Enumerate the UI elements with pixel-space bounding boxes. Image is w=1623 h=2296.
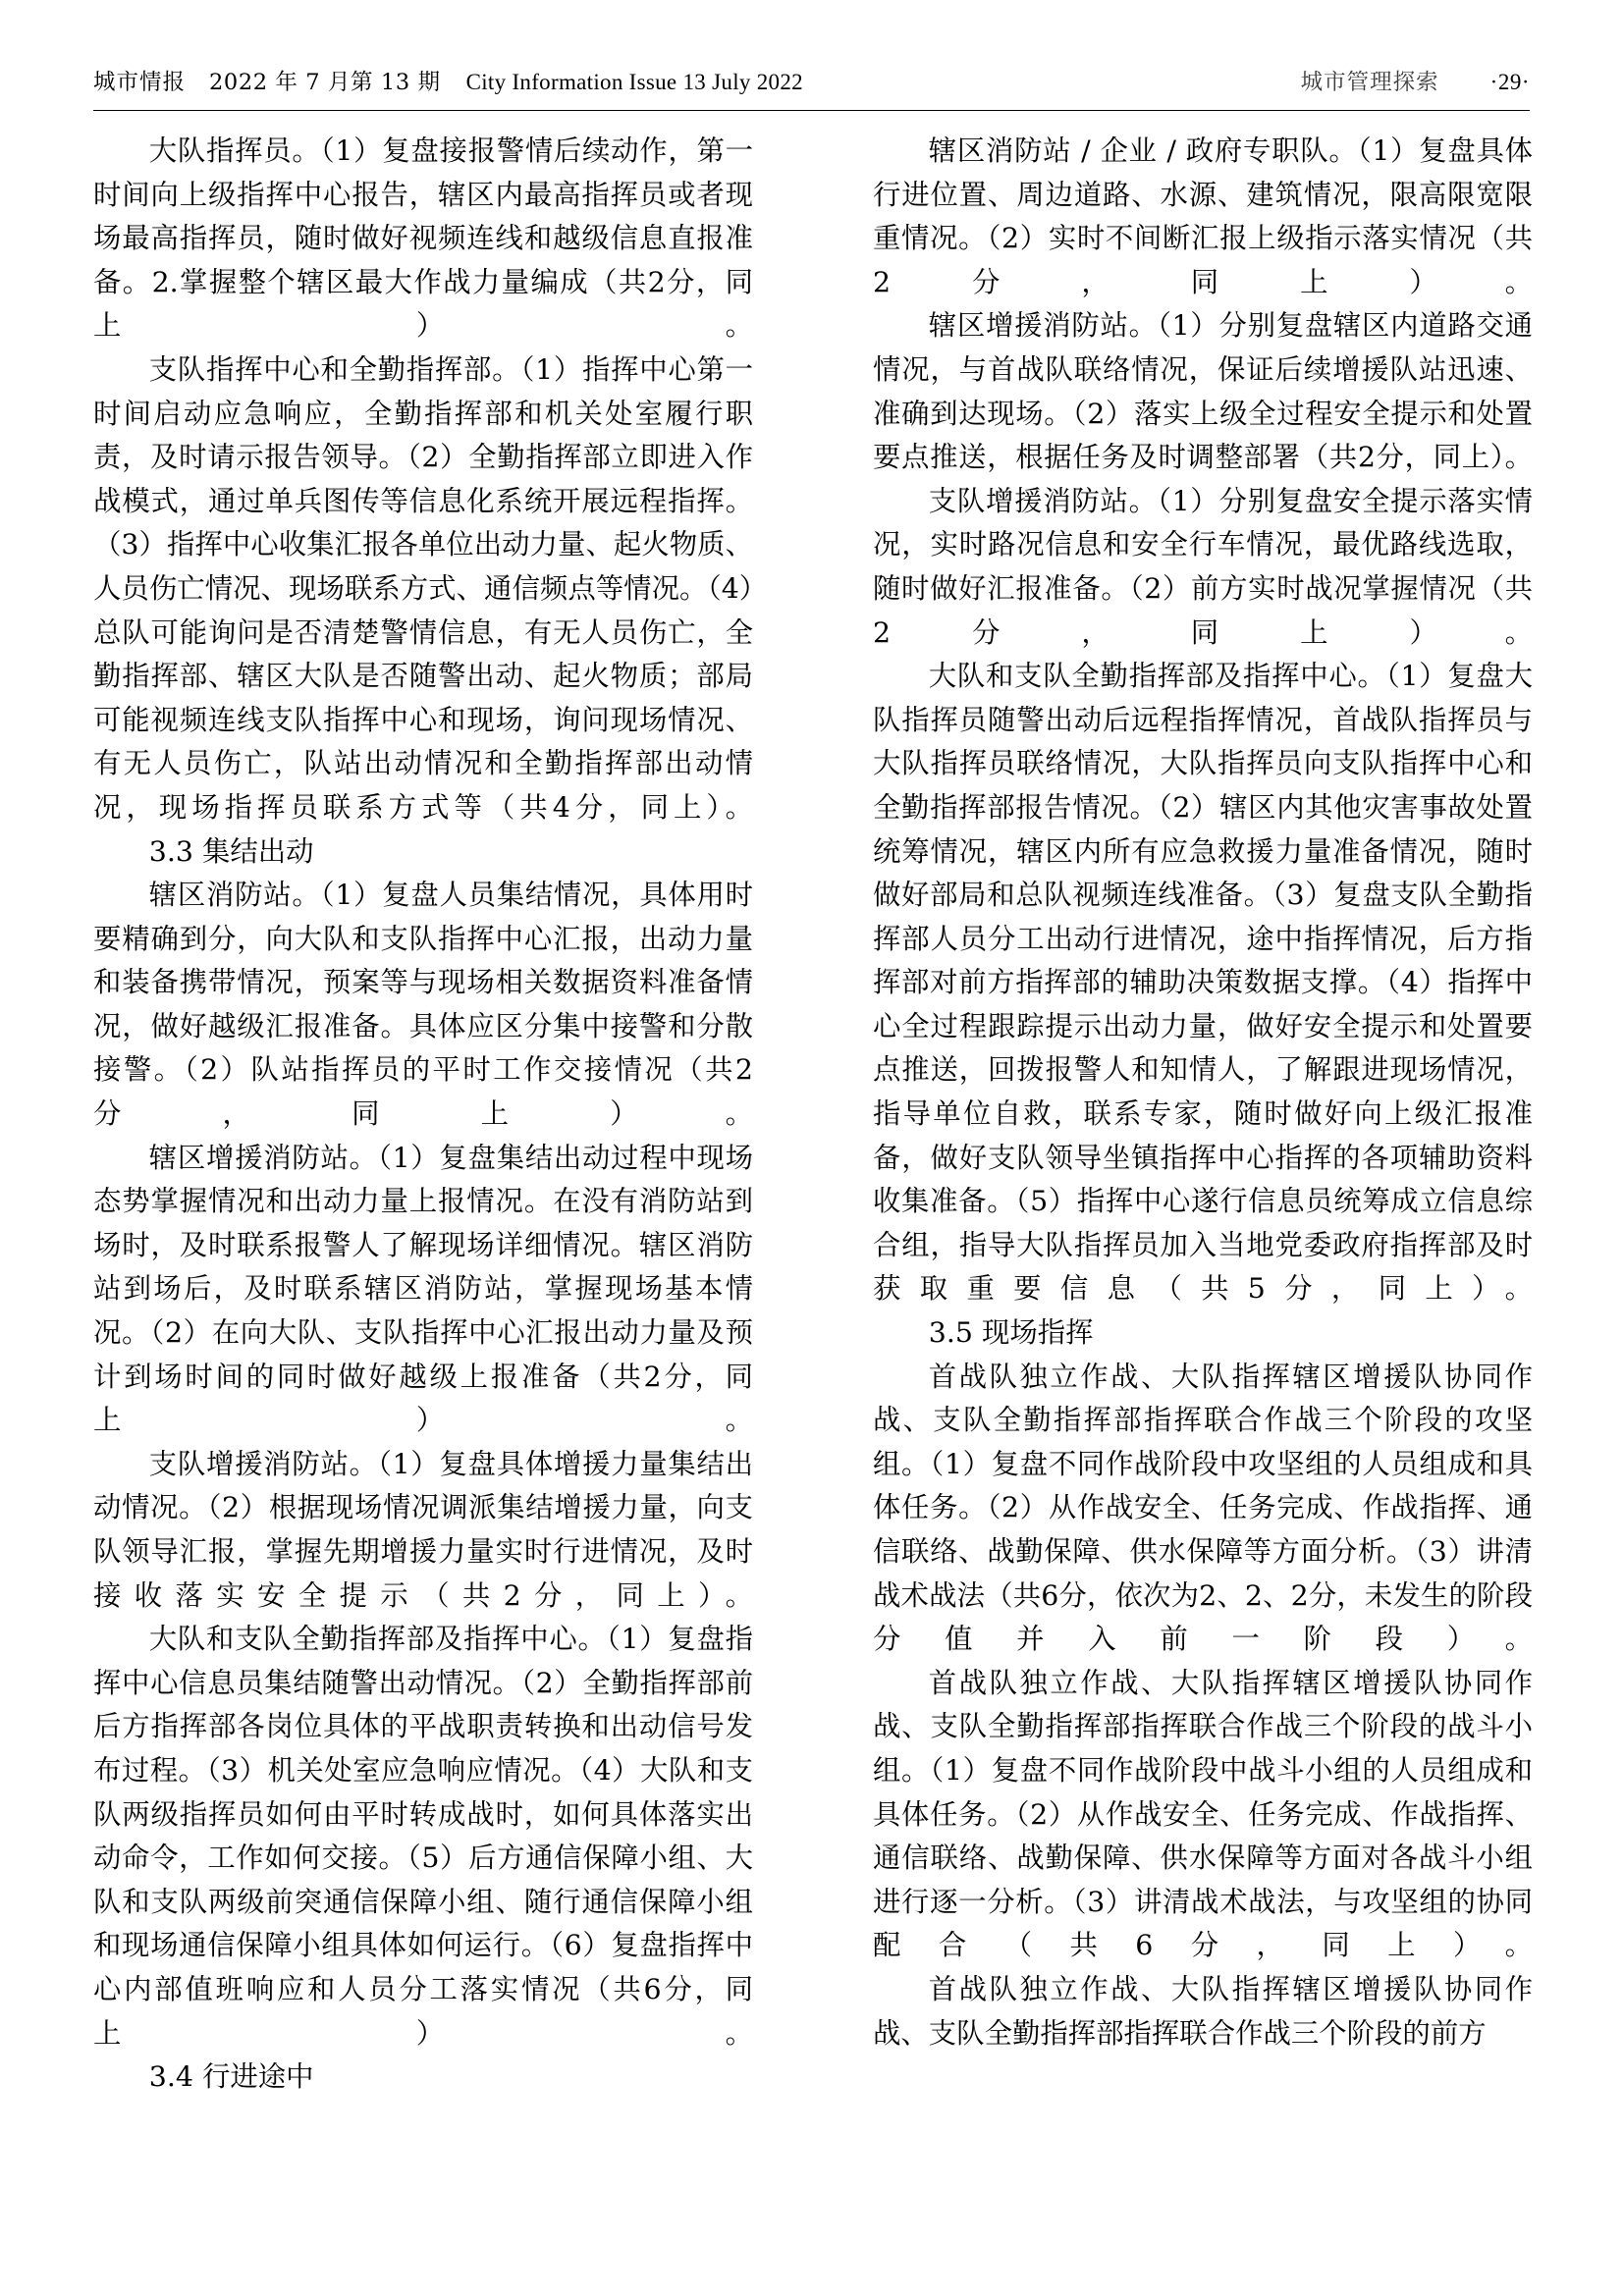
issue-info-en: City Information Issue 13 July 2022 xyxy=(465,70,803,94)
right-column xyxy=(873,130,1533,2225)
section-heading-3-5: 3.5 现场指挥 xyxy=(928,1316,1094,1350)
paragraph: 支队指挥中心和全勤指挥部。（1）指挥中心第一时间启动应急响应，全勤指挥部和机关处室履行职责，及时请示报告领导。（2）全勤指挥部立即进入作战模式，通过单兵图传等信息化系统开展远程指挥。（3）指挥中心收集汇报各单位出动力量、起火物质、人员伤亡情况、现场联系方式、通信频点等情况。（4）总队可能询问是否清楚警情信息，有无人员伤亡，全勤指挥部、辖区大队是否随警出动、起火物质；部局可能视频连线支队指挥中心和现场，询问现场情况、有无人员伤亡，队站出动情况和全勤指挥部出动情况，现场指挥员联系方式等（共4分，同上）。 xyxy=(93,352,753,824)
body-columns xyxy=(93,130,1533,2225)
page-number: ·29· xyxy=(1489,70,1530,94)
running-header-left xyxy=(93,71,803,94)
section-heading-3-3: 3.3 集结出动 xyxy=(148,834,314,868)
paragraph: 首战队独立作战、大队指挥辖区增援队协同作战、支队全勤指挥部指挥联合作战三个阶段的战斗小组。（1）复盘不同作战阶段中战斗小组的人员组成和具体任务。（2）从作战安全、任务完成、作战指挥、通信联络、战勤保障、供水保障等方面对各战斗小组进行逐一分析。（3）讲清战术战法，与攻坚组的协同配合（共6分，同上）。 xyxy=(873,1666,1533,1962)
issue-info-cn: 2022 年 7 月第 13 期 xyxy=(209,70,441,95)
running-header-right xyxy=(1301,71,1530,94)
paragraph: 辖区消防站 / 企业 / 政府专职队。（1）复盘具体行进位置、周边道路、水源、建筑情况，限高限宽限重情况。（2）实时不间断汇报上级指示落实情况（共2分，同上）。 xyxy=(873,134,1533,298)
paragraph: 大队和支队全勤指挥部及指挥中心。（1）复盘指挥中心信息员集结随警出动情况。（2）全勤指挥部前后方指挥部各岗位具体的平战职责转换和出动信号发布过程。（3）机关处室应急响应情况。（4）大队和支队两级指挥员如何由平时转成战时，如何具体落实出动命令，工作如何交接。（5）后方通信保障小组、大队和支队两级前突通信保障小组、随行通信保障小组和现场通信保障小组具体如何运行。（6）复盘指挥中心内部值班响应和人员分工落实情况（共6分，同上）。 xyxy=(93,1623,753,2050)
header-divider-rule xyxy=(93,110,1530,111)
paragraph: 辖区消防站。（1）复盘人员集结情况，具体用时要精确到分，向大队和支队指挥中心汇报，出动力量和装备携带情况，预案等与现场相关数据资料准备情况，做好越级汇报准备。具体应区分集中接警和分散接警。（2）队站指挥员的平时工作交接情况（共2分，同上）。 xyxy=(93,879,753,1131)
paragraph: 首战队独立作战、大队指挥辖区增援队协同作战、支队全勤指挥部指挥联合作战三个阶段的攻坚组。（1）复盘不同作战阶段中攻坚组的人员组成和具体任务。（2）从作战安全、任务完成、作战指挥、通信联络、战勤保障、供水保障等方面分析。（3）讲清战术战法（共6分，依次为2、2、2分，未发生的阶段分值并入前一阶段）。 xyxy=(873,1360,1533,1656)
paragraph: 首战队独立作战、大队指挥辖区增援队协同作战、支队全勤指挥部指挥联合作战三个阶段的前方 xyxy=(873,1972,1533,2050)
section-title-cn: 城市管理探索 xyxy=(1300,70,1439,95)
section-heading-3-4: 3.4 行进途中 xyxy=(148,2060,314,2094)
paragraph: 辖区增援消防站。（1）分别复盘辖区内道路交通情况，与首战队联络情况，保证后续增援队站迅速、准确到达现场。（2）落实上级全过程安全提示和处置要点推送，根据任务及时调整部署（共2分，同上）。 xyxy=(873,309,1533,474)
journal-title-cn: 城市情报 xyxy=(93,70,187,95)
paragraph: 支队增援消防站。（1）复盘具体增援力量集结出动情况。（2）根据现场情况调派集结增援力量，向支队领导汇报，掌握先期增援力量实时行进情况，及时接收落实安全提示（共2分，同上）。 xyxy=(93,1447,753,1612)
left-column xyxy=(93,130,753,2225)
paragraph: 大队指挥员。（1）复盘接报警情后续动作，第一时间向上级指挥中心报告，辖区内最高指挥员或者现场最高指挥员，随时做好视频连线和越级信息直报准备。2.掌握整个辖区最大作战力量编成（共2分，同上）。 xyxy=(93,134,753,343)
paragraph: 辖区增援消防站。（1）复盘集结出动过程中现场态势掌握情况和出动力量上报情况。在没有消防站到场时，及时联系报警人了解现场详细情况。辖区消防站到场后，及时联系辖区消防站，掌握现场基本情况。（2）在向大队、支队指挥中心汇报出动力量及预计到场时间的同时做好越级上报准备（共2分，同上）。 xyxy=(93,1141,753,1437)
paragraph: 支队增援消防站。（1）分别复盘安全提示落实情况，实时路况信息和安全行车情况，最优路线选取，随时做好汇报准备。（2）前方实时战况掌握情况（共2分，同上）。 xyxy=(873,484,1533,649)
running-header xyxy=(93,71,1530,110)
paragraph: 大队和支队全勤指挥部及指挥中心。（1）复盘大队指挥员随警出动后远程指挥情况，首战队指挥员与大队指挥员联络情况，大队指挥员向支队指挥中心和全勤指挥部报告情况。（2）辖区内其他灾害事故处置统筹情况，辖区内所有应急救援力量准备情况，随时做好部局和总队视频连线准备。（3）复盘支队全勤指挥部人员分工出动行进情况，途中指挥情况，后方指挥部对前方指挥部的辅助决策数据支撑。（4）指挥中心全过程跟踪提示出动力量，做好安全提示和处置要点推送，回拨报警人和知情人，了解跟进现场情况，指导单位自救，联系专家，随时做好向上级汇报准备，做好支队领导坐镇指挥中心指挥的各项辅助资料收集准备。（5）指挥中心遂行信息员统筹成立信息综合组，指导大队指挥员加入当地党委政府指挥部及时获取重要信息（共5分，同上）。 xyxy=(873,660,1533,1306)
